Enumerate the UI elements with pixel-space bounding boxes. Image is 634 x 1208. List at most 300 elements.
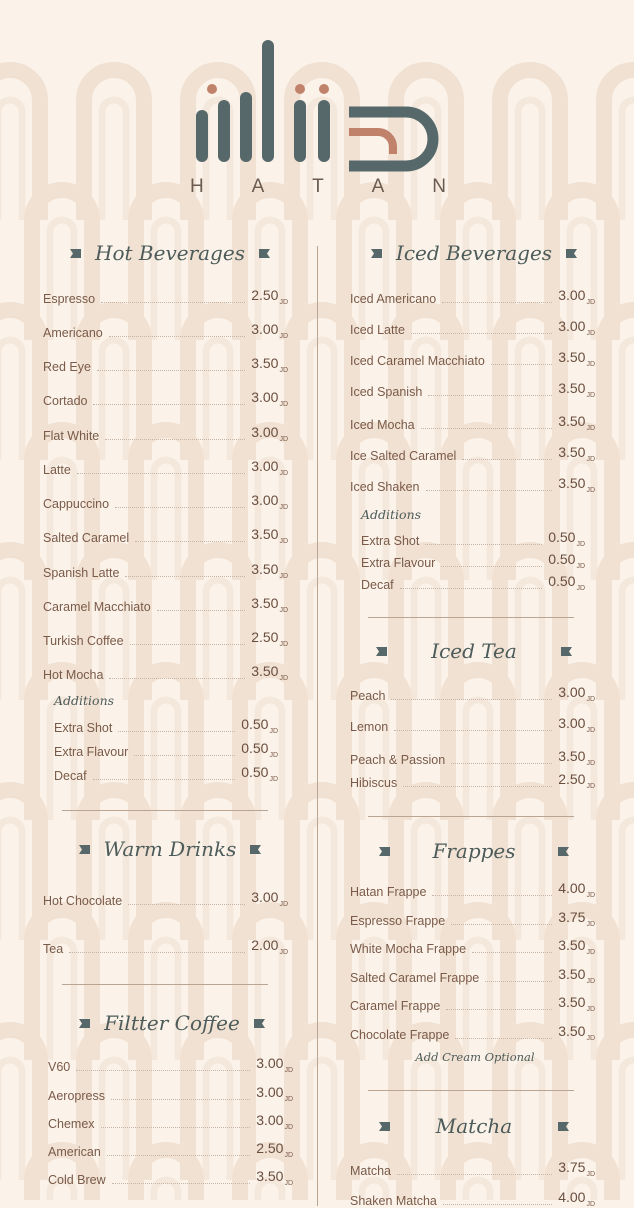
menu-item [350,1023,595,1042]
item-name: Iced Shaken [350,479,420,494]
menu-item [48,1140,293,1159]
dot-leader [157,609,246,611]
dot-leader [111,1098,250,1100]
section-rule [62,810,268,811]
price-value: 2.50 [251,287,279,303]
dot-leader [69,951,245,953]
currency-label: JD [279,332,288,340]
item-price [558,318,595,337]
dot-leader [491,363,552,365]
dot-leader [425,543,542,545]
dot-leader [442,301,552,303]
menu-item [43,889,288,908]
dot-leader [93,403,245,405]
dot-leader [426,489,553,491]
item-name: Salted Caramel Frappe [350,970,480,985]
ribbon-icon [79,844,90,855]
item-price [251,595,288,614]
item-name: American [48,1144,101,1159]
dot-leader [391,698,552,700]
currency-label: JD [586,920,595,928]
item-price [251,526,288,545]
dot-leader [101,301,245,303]
menu-item [54,716,278,735]
dot-leader [421,427,553,429]
menu-item [350,380,595,399]
currency-label: JD [586,298,595,306]
menu-item [43,561,288,580]
price-value: 2.50 [558,771,586,787]
currency-label: JD [586,1005,595,1013]
item-name: Shaken Matcha [350,1193,437,1208]
dot-leader [97,369,245,371]
menu-item [43,629,288,648]
menu-item [350,475,595,494]
currency-label: JD [586,329,595,337]
dot-leader [77,472,245,474]
item-name: Flat White [43,428,100,443]
item-name: Turkish Coffee [43,633,124,648]
currency-label: JD [279,366,288,374]
item-name: Lemon [350,719,389,734]
price-value: 3.00 [251,889,279,905]
dot-leader [432,894,552,896]
menu-item [43,937,288,956]
section-iced-beverages [346,240,602,266]
item-name: Americano [43,325,103,340]
dot-leader [109,677,245,679]
currency-label: JD [279,640,288,648]
item-name: Cappuccino [43,496,110,511]
currency-label: JD [269,727,278,735]
dot-leader [428,394,552,396]
dot-leader [105,438,245,440]
item-name: Spanish Latte [43,565,120,580]
currency-label: JD [269,775,278,783]
ribbon-icon [250,844,261,855]
item-name: Cortado [43,393,88,408]
section-warm-drinks [40,836,300,862]
item-name: V60 [48,1059,71,1074]
menu-item [361,573,585,592]
menu-item [350,937,595,956]
item-name: Iced Americano [350,291,437,306]
item-name: Iced Spanish [350,384,423,399]
item-price [256,1112,293,1131]
item-name: Chocolate Frappe [350,1027,450,1042]
price-value: 3.50 [558,937,586,953]
ribbon-icon [259,248,270,259]
item-price [548,573,585,592]
menu-item [361,529,585,548]
item-price [251,287,288,306]
item-price [256,1168,293,1187]
price-value: 3.50 [251,355,279,371]
menu-item [43,663,288,682]
currency-label: JD [586,782,595,790]
section-title: Warm Drinks [103,837,237,861]
price-value: 3.75 [558,909,586,925]
ribbon-icon [376,646,387,657]
dot-leader [400,587,543,589]
currency-label: JD [284,1095,293,1103]
price-value: 3.50 [558,994,586,1010]
price-value: 3.50 [558,966,586,982]
item-price [558,937,595,956]
price-value: 3.00 [251,458,279,474]
dot-leader [472,951,552,953]
item-name: Decaf [54,768,87,783]
menu-item [48,1055,293,1074]
ribbon-icon [70,248,81,259]
menu-item [43,492,288,511]
ribbon-icon [371,248,382,259]
currency-label: JD [279,948,288,956]
currency-label: JD [586,759,595,767]
price-value: 3.50 [251,595,279,611]
currency-label: JD [279,674,288,682]
price-value: 3.50 [558,413,586,429]
price-value: 3.50 [558,380,586,396]
dot-leader [115,506,245,508]
menu-item [350,715,595,734]
menu-item [350,684,595,703]
currency-label: JD [586,455,595,463]
section-rule [368,816,574,817]
currency-label: JD [586,695,595,703]
dot-leader [118,730,235,732]
currency-label: JD [279,435,288,443]
menu-item [350,318,595,337]
price-value: 3.00 [251,424,279,440]
menu-item [43,389,288,408]
item-price [251,561,288,580]
menu-item [350,909,595,928]
brand-letter: A [371,176,387,197]
dot-leader [125,575,245,577]
currency-label: JD [576,584,585,592]
frappe-note: Add Cream Optional [415,1050,535,1064]
menu-item [43,424,288,443]
dot-leader [135,540,245,542]
item-name: Caramel Frappe [350,998,441,1013]
menu-item [350,413,595,432]
dot-leader [446,1008,552,1010]
dot-leader [107,1154,250,1156]
currency-label: JD [284,1179,293,1187]
menu-item [350,771,595,790]
item-price [558,1159,595,1178]
price-value: 3.00 [251,492,279,508]
item-name: Iced Mocha [350,417,415,432]
menu-item [350,1159,595,1178]
dot-leader [441,565,542,567]
price-value: 3.75 [558,1159,586,1175]
item-price [251,937,288,956]
item-price [558,909,595,928]
price-value: 3.00 [251,321,279,337]
price-value: 0.50 [548,529,576,545]
column-divider [317,246,318,1206]
item-name: Hatan Frappe [350,884,427,899]
item-price [241,764,278,783]
section-title: Hot Beverages [95,241,245,265]
currency-label: JD [279,900,288,908]
item-price [558,684,595,703]
price-value: 4.00 [558,880,586,896]
price-value: 3.00 [558,318,586,334]
item-price [256,1084,293,1103]
price-value: 3.00 [256,1112,284,1128]
item-name: Caramel Macchiato [43,599,151,614]
brand-letter: T [312,176,326,197]
dot-leader [130,643,246,645]
item-price [558,748,595,767]
menu-item [48,1168,293,1187]
menu-item [54,764,278,783]
price-value: 3.00 [251,389,279,405]
item-price [558,380,595,399]
currency-label: JD [284,1123,293,1131]
price-value: 2.00 [251,937,279,953]
price-value: 2.50 [256,1140,284,1156]
item-price [256,1140,293,1159]
section-title: Iced Beverages [395,241,553,265]
currency-label: JD [586,424,595,432]
price-value: 3.50 [256,1168,284,1184]
additions-title: Additions [54,693,115,708]
menu-item [43,287,288,306]
item-price [558,715,595,734]
dot-leader [112,1182,251,1184]
item-price [251,424,288,443]
price-value: 3.50 [251,663,279,679]
section-title: Filtter Coffee [104,1011,240,1035]
section-frappes [346,838,602,864]
brand-letter: H [190,176,206,197]
item-price [548,551,585,570]
menu-item [43,595,288,614]
item-name: Ice Salted Caramel [350,448,457,463]
currency-label: JD [576,540,585,548]
item-name: Decaf [361,577,394,592]
price-value: 3.00 [558,715,586,731]
item-name: Hot Chocolate [43,893,123,908]
section-rule [368,617,574,618]
ribbon-icon [558,846,569,857]
currency-label: JD [586,360,595,368]
price-value: 0.50 [548,551,576,567]
menu-item [43,321,288,340]
price-value: 3.50 [251,561,279,577]
item-price [558,444,595,463]
additions-title: Additions [361,507,422,522]
item-name: Aeropress [48,1088,105,1103]
price-value: 2.50 [251,629,279,645]
dot-leader [403,785,552,787]
dot-leader [411,332,552,334]
currency-label: JD [586,948,595,956]
menu-item [54,740,278,759]
section-matcha [346,1113,602,1139]
price-value: 0.50 [241,740,269,756]
menu-item [361,551,585,570]
dot-leader [451,923,552,925]
dot-leader [101,1126,251,1128]
item-price [241,716,278,735]
item-price [558,413,595,432]
item-name: Chemex [48,1116,95,1131]
item-name: Peach [350,688,386,703]
menu-item [350,994,595,1013]
ribbon-icon [379,846,390,857]
price-value: 3.50 [558,748,586,764]
item-price [251,492,288,511]
item-name: Extra Flavour [361,555,436,570]
item-price [558,349,595,368]
currency-label: JD [586,391,595,399]
price-value: 3.00 [558,684,586,700]
price-value: 3.00 [558,287,586,303]
item-price [251,355,288,374]
item-price [558,994,595,1013]
currency-label: JD [284,1066,293,1074]
price-value: 0.50 [241,764,269,780]
currency-label: JD [279,606,288,614]
item-price [251,389,288,408]
dot-leader [397,1173,552,1175]
price-value: 4.00 [558,1189,586,1205]
item-name: Hot Mocha [43,667,104,682]
item-price [251,321,288,340]
section-rule [62,984,268,985]
item-name: Tea [43,941,64,956]
section-filter-coffee [44,1010,300,1036]
dot-leader [128,903,245,905]
item-price [256,1055,293,1074]
item-name: White Mocha Frappe [350,941,467,956]
menu-item [350,444,595,463]
dot-leader [109,335,245,337]
menu-item [43,526,288,545]
item-name: Iced Latte [350,322,405,337]
currency-label: JD [576,562,585,570]
currency-label: JD [279,298,288,306]
currency-label: JD [586,977,595,985]
menu-item [48,1112,293,1131]
section-title: Matcha [435,1114,513,1138]
currency-label: JD [586,891,595,899]
menu-item [350,287,595,306]
item-name: Hibiscus [350,775,398,790]
price-value: 3.00 [256,1084,284,1100]
menu-item [48,1084,293,1103]
currency-label: JD [279,572,288,580]
item-name: Espresso [43,291,96,306]
menu-item [43,458,288,477]
dot-leader [462,458,552,460]
item-price [558,1189,595,1208]
brand-name [190,176,448,198]
menu-item [350,880,595,899]
section-title: Frappes [432,839,516,863]
item-price [251,458,288,477]
price-value: 3.50 [251,526,279,542]
item-name: Extra Shot [54,720,113,735]
ribbon-icon [566,248,577,259]
item-price [558,287,595,306]
price-value: 3.50 [558,444,586,460]
item-price [241,740,278,759]
item-price [251,889,288,908]
section-title: Iced Tea [431,639,517,663]
item-price [558,880,595,899]
brand-letter: A [251,176,267,197]
dot-leader [485,980,552,982]
item-name: Extra Shot [361,533,420,548]
currency-label: JD [586,726,595,734]
dot-leader [451,762,552,764]
ribbon-icon [254,1018,265,1029]
item-price [558,771,595,790]
ribbon-icon [379,1121,390,1132]
menu-item [350,349,595,368]
item-name: Iced Caramel Macchiato [350,353,485,368]
price-value: 3.00 [256,1055,284,1071]
section-hot-beverages [40,240,300,266]
item-price [548,529,585,548]
currency-label: JD [279,537,288,545]
dot-leader [394,729,552,731]
price-value: 3.50 [558,1023,586,1039]
item-price [558,475,595,494]
menu-item [350,1189,595,1208]
item-name: Red Eye [43,359,91,374]
menu-item [43,355,288,374]
item-name: Espresso Frappe [350,913,446,928]
item-name: Extra Flavour [54,744,129,759]
currency-label: JD [269,751,278,759]
dot-leader [455,1037,552,1039]
section-rule [368,1090,574,1091]
dot-leader [76,1069,250,1071]
menu-item [350,748,595,767]
item-price [558,1023,595,1042]
price-value: 3.50 [558,475,586,491]
currency-label: JD [586,1200,595,1208]
currency-label: JD [586,486,595,494]
currency-label: JD [284,1151,293,1159]
item-name: Salted Caramel [43,530,130,545]
brand-letter: N [432,176,448,197]
ribbon-icon [79,1018,90,1029]
item-name: Matcha [350,1163,391,1178]
item-name: Cold Brew [48,1172,106,1187]
item-name: Latte [43,462,71,477]
dot-leader [134,754,235,756]
dot-leader [443,1203,552,1205]
currency-label: JD [279,469,288,477]
item-name: Peach & Passion [350,752,446,767]
currency-label: JD [279,400,288,408]
item-price [251,629,288,648]
price-value: 3.50 [558,349,586,365]
currency-label: JD [586,1170,595,1178]
price-value: 0.50 [241,716,269,732]
menu-item [350,966,595,985]
item-price [558,966,595,985]
section-iced-tea [346,638,602,664]
